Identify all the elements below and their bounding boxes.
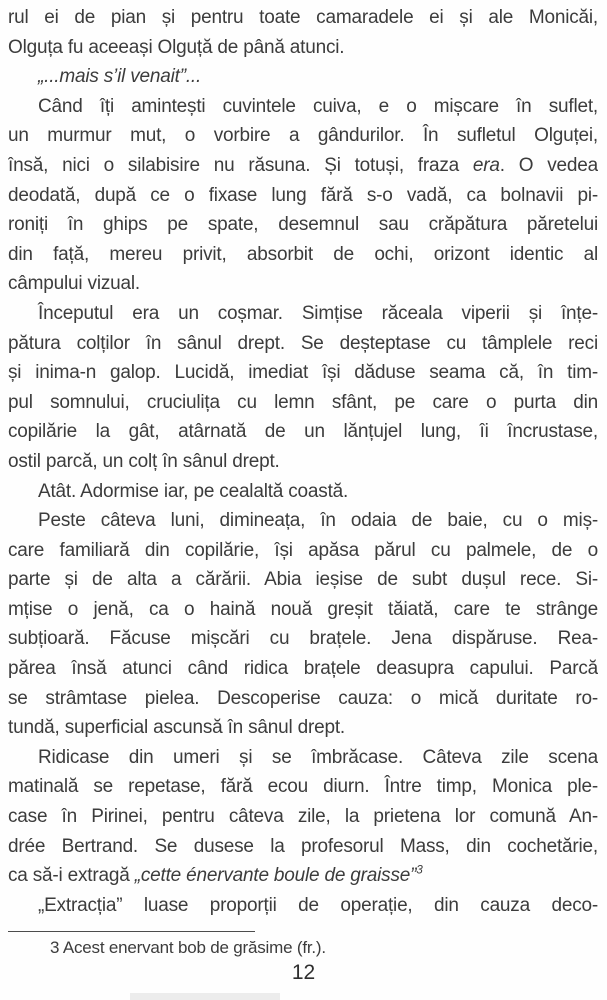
text-line	[8, 121, 598, 151]
text-segment: părea însă atunci când ridica brațele deasupra capului. Parcă	[8, 658, 598, 680]
text-segment: pătura colților în sânul drept. Se deșteptase cu tâmplele reci	[8, 332, 598, 354]
text-segment: rul ei de pian și pentru toate camaradele ei și ale Monicăi,	[8, 7, 598, 28]
text-line	[8, 506, 598, 536]
text-segment: mțise o jenă, ca o haină nouă greșit tăiată, care te strânge	[8, 598, 598, 620]
text-line	[8, 151, 598, 181]
text-segment: drée Bertrand. Se dusese la profesorul Mass, din cochetărie,	[8, 835, 598, 857]
text-segment: „Extracția” luase proporții de operație, din cauza deco-	[38, 894, 598, 916]
text-lines	[8, 3, 598, 920]
text-line	[8, 654, 598, 684]
text-segment: care familiară din copilărie, își apăsa părul cu palmele, de o	[8, 539, 598, 561]
text-line	[8, 565, 598, 595]
text-segment: pul somnului, cruciulița cu lemn sfânt, pe care o purta din	[8, 391, 598, 413]
text-segment: „...mais s’il venait”...	[38, 66, 202, 88]
text-line	[8, 861, 598, 891]
text-line	[8, 62, 598, 92]
text-line	[8, 210, 598, 240]
footnote-divider	[8, 931, 255, 932]
text-line	[8, 802, 598, 832]
page-number: 12	[291, 961, 316, 984]
footnote-text: 3 Acest enervant bob de grăsime (fr.).	[50, 938, 326, 957]
text-line	[8, 92, 598, 122]
text-segment: parte și de alta a cărării. Abia ieșise de subt dușul rece. Si-	[8, 569, 598, 591]
text-segment: ca să-i extragă	[8, 865, 135, 887]
text-segment: copilărie la gât, atârnată de un lănțujel lung, îi încrustase,	[8, 421, 598, 443]
text-segment: Atât. Adormise iar, pe cealaltă coastă.	[38, 480, 349, 502]
text-line	[8, 358, 598, 388]
text-line	[8, 181, 598, 211]
text-line	[8, 269, 598, 299]
text-segment: Când îți amintești cuvintele cuiva, e o mișcare în suflet,	[38, 95, 598, 117]
text-segment: ostil parcă, un colț în sânul drept.	[8, 450, 280, 472]
text-segment: case în Pirinei, pentru câteva zile, la prietena lor comună An-	[8, 806, 598, 828]
text-segment: din față, mereu privit, absorbit de ochi, orizont identic al	[8, 243, 598, 265]
text-line	[8, 743, 598, 773]
text-line	[8, 33, 598, 63]
text-line	[8, 417, 598, 447]
text-line	[8, 891, 598, 921]
text-line	[8, 832, 598, 862]
text-line	[8, 329, 598, 359]
text-segment: și inima-n galop. Lucidă, imediat își dăduse seama că, în tim-	[8, 362, 598, 384]
text-line	[8, 595, 598, 625]
text-line	[8, 3, 598, 33]
text-line	[8, 477, 598, 507]
text-line	[8, 684, 598, 714]
bottom-progress-bar	[130, 993, 280, 1000]
text-line	[8, 447, 598, 477]
text-segment: deodată, după ce o fixase lung fără s-o vadă, ca bolnavii pi-	[8, 184, 598, 206]
text-line	[8, 536, 598, 566]
text-segment: un murmur mut, o vorbire a gândurilor. În sufletul Olguței,	[8, 125, 598, 147]
text-line	[8, 299, 598, 329]
text-line	[8, 772, 598, 802]
text-segment: matinală se repetase, fără ecou diurn. Între timp, Monica ple-	[8, 776, 598, 798]
footnote-reference: 3	[416, 863, 423, 877]
text-line	[8, 240, 598, 270]
text-segment: . O vedea	[499, 154, 598, 176]
text-segment: însă, nici o silabisire nu răsuna. Și totuși, fraza	[8, 154, 473, 176]
text-segment: Peste câteva luni, dimineața, în odaia de baie, cu o miș-	[38, 510, 598, 532]
text-segment: Începutul era un coșmar. Simțise răceala viperii și înțe-	[38, 302, 598, 324]
text-segment: Ridicase din umeri și se îmbrăcase. Câteva zile scena	[38, 746, 598, 768]
text-segment: „cette énervante boule de graisse”	[134, 865, 417, 887]
text-segment: subțioară. Făcuse mișcări cu brațele. Jena dispăruse. Rea-	[8, 628, 598, 650]
text-segment: Olguța fu aceeași Olguță de până atunci.	[8, 36, 345, 58]
text-line	[8, 388, 598, 418]
text-segment: tundă, superficial ascunsă în sânul drept.	[8, 717, 345, 739]
text-segment: era	[472, 154, 500, 176]
text-line	[8, 624, 598, 654]
text-segment: câmpului vizual.	[8, 273, 140, 295]
text-segment: se strâmtase pielea. Descoperise cauza: o mică duritate ro-	[8, 687, 598, 709]
text-line	[8, 713, 598, 743]
text-segment: roniți în ghips pe spate, desemnul sau crăpătura păretelui	[8, 214, 598, 236]
